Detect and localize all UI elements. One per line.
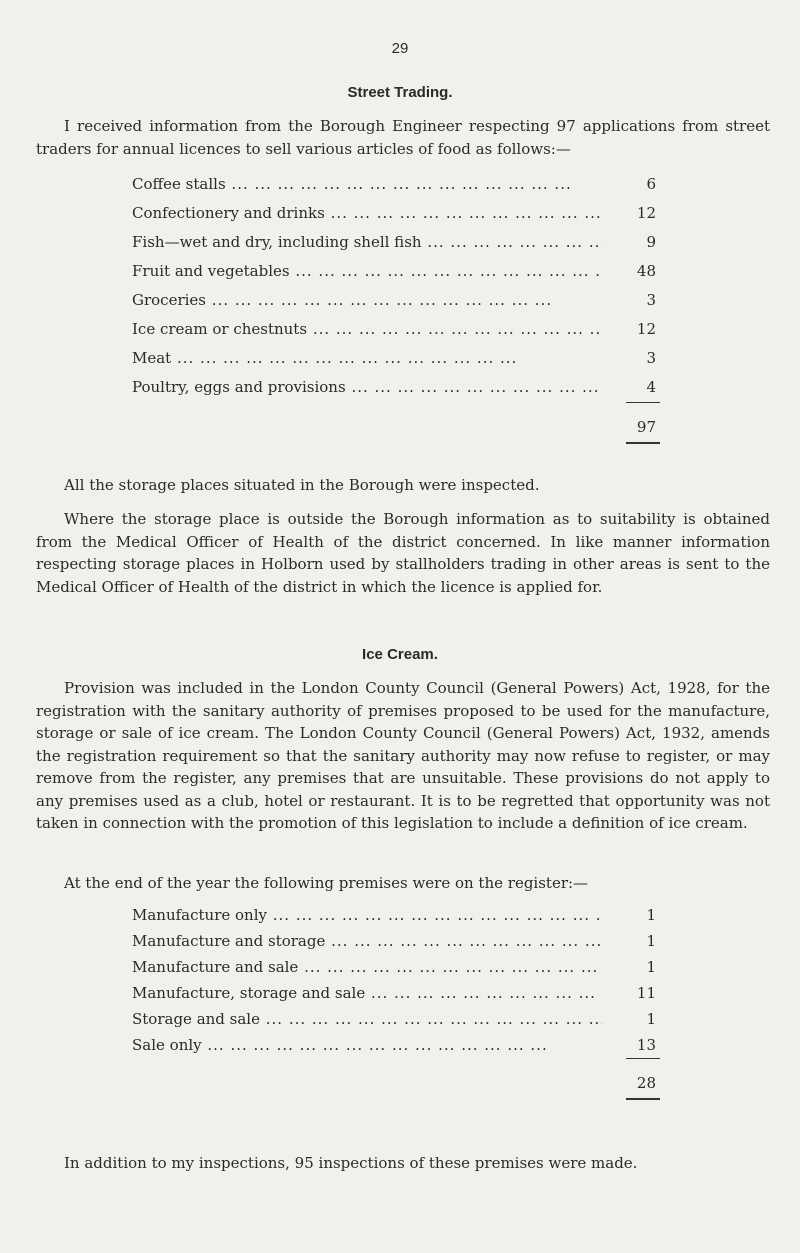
table-row (132, 980, 680, 1006)
total-rule (132, 402, 680, 412)
table-row (132, 344, 680, 373)
register-intro: At the end of the year the following premises were on the register:— (64, 874, 589, 892)
row-value: 6 (646, 175, 656, 193)
row-label: Manufacture and storage ... . (132, 928, 602, 954)
row-label: Fruit and vegetables ... . (132, 257, 602, 286)
row-value: 12 (636, 204, 656, 222)
row-value: 4 (646, 378, 656, 396)
street-trading-heading: Street Trading. (347, 84, 453, 101)
row-label: Manufacture and sale ... . (132, 954, 602, 980)
table-row (132, 199, 680, 228)
row-label: Coffee stalls ... . (132, 170, 602, 199)
row-value: 12 (636, 320, 656, 338)
storage-information-paragraph: Where the storage place is outside the Borough information as to suitability is obtained from the Medical Officer of Health of the district concerned. In like manner information respecting storage places in Holborn used by stallholders trading in other areas is sent to the Medical Officer of Health of the district in which the licence is applied for. (36, 510, 770, 596)
row-label: Manufacture, storage and sale ... . (132, 980, 602, 1006)
table-row (132, 315, 680, 344)
row-label: Manufacture only ... . (132, 902, 602, 928)
street-trading-intro: I received information from the Borough Engineer respecting 97 applications from street traders for annual licences to sell various articles of food as follows:— (36, 117, 770, 158)
row-value: 13 (636, 1036, 656, 1054)
row-label: Sale only ... . (132, 1032, 602, 1058)
table-row (132, 286, 680, 315)
total-row (132, 412, 680, 442)
total-underline (132, 442, 680, 444)
row-value: 3 (646, 291, 656, 309)
closing-paragraph: In addition to my inspections, 95 inspections of these premises were made. (64, 1154, 638, 1172)
row-value: 1 (646, 1010, 656, 1028)
table-row (132, 228, 680, 257)
table-row (132, 257, 680, 286)
page-number: 29 (391, 40, 409, 57)
table-row (132, 170, 680, 199)
table-row (132, 1006, 680, 1032)
ice-cream-legislation-paragraph: Provision was included in the London County Council (General Powers) Act, 1928, for the registration with the sanitary authority of premises proposed to be used for the manufacture, storage or sale of ice cream. The London County Council (General Powers) Act, 1932, amends the registration requirement so that the sanitary authority may now refuse to register, or may remove from the register, any premises that are unsuitable. These provisions do not apply to any premises used as a club, hotel or restaurant. It is to be regretted that opportunity was not taken in connection with the promotion of this legislation to include a definition of ice cream. (36, 679, 770, 832)
table-row (132, 928, 680, 954)
total-rule (132, 1058, 680, 1068)
row-value: 11 (636, 984, 656, 1002)
row-label: Storage and sale ... . (132, 1006, 602, 1032)
row-value: 1 (646, 958, 656, 976)
row-value: 1 (646, 906, 656, 924)
table-row (132, 902, 680, 928)
total-value: 28 (636, 1074, 656, 1092)
total-row (132, 1068, 680, 1098)
table-row (132, 1032, 680, 1058)
row-label: Confectionery and drinks ... . (132, 199, 602, 228)
row-value: 48 (636, 262, 656, 280)
ice-cream-heading: Ice Cream. (362, 646, 438, 663)
row-label: Groceries ... . (132, 286, 602, 315)
row-value: 3 (646, 349, 656, 367)
row-label: Fish—wet and dry, including shell fish ... . (132, 228, 602, 257)
ice-cream-register-table (132, 902, 680, 1100)
row-label: Poultry, eggs and provisions ... . (132, 373, 602, 402)
table-row (132, 373, 680, 402)
row-value: 9 (646, 233, 656, 251)
row-label: Meat ... . (132, 344, 602, 373)
storage-inspected-paragraph: All the storage places situated in the Borough were inspected. (64, 476, 540, 494)
row-value: 1 (646, 932, 656, 950)
street-trading-table (132, 170, 680, 444)
total-underline (132, 1098, 680, 1100)
table-row (132, 954, 680, 980)
row-label: Ice cream or chestnuts ... . (132, 315, 602, 344)
total-value: 97 (636, 418, 656, 436)
